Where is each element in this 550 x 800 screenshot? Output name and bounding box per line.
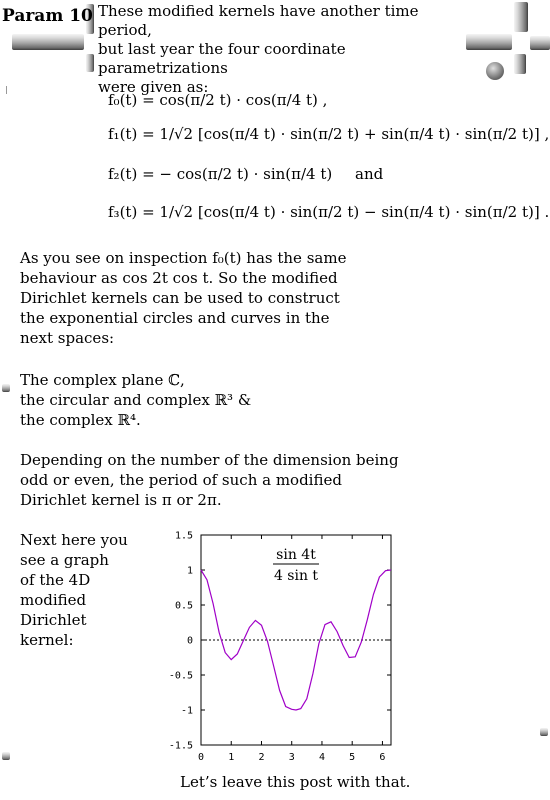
- decor-knob: [486, 62, 504, 80]
- decor-bar-below-title: [86, 54, 94, 72]
- chart-x-tick-label: 0: [197, 752, 205, 763]
- decor-bar-far-right: [530, 36, 550, 50]
- equation-f2-lhs: f₂(t) =: [108, 165, 160, 183]
- chart-legend-numerator: sin 4t: [276, 547, 316, 563]
- chart-x-tick-label: 6: [379, 752, 386, 763]
- chart-x-tick-label: 2: [258, 752, 265, 763]
- equation-f1-rhs: 1/√2 [cos(π/4 t) · sin(π/2 t) + sin(π/4 t) · sin(π/2 t)] ,: [159, 125, 550, 143]
- kernel-chart: [160, 526, 410, 766]
- chart-y-tick-label: 1.5: [174, 530, 193, 542]
- decor-bar-right-top: [514, 2, 528, 32]
- chart-y-tick-label: -1.5: [168, 740, 193, 752]
- decor-bar-right-bottom: [514, 54, 526, 74]
- paragraph-period: Depending on the number of the dimension being odd or even, the period of such a modified Dirichlet kernel is π or 2π.: [20, 451, 399, 509]
- equation-f0-rhs: cos(π/2 t) · cos(π/4 t) ,: [159, 91, 328, 109]
- chart-y-tick-label: -1: [180, 705, 193, 717]
- equation-f3: [108, 202, 549, 222]
- page-title: Param 10: [2, 6, 93, 26]
- closing-text: Let’s leave this post with that.: [180, 773, 411, 791]
- equation-f2: [108, 164, 383, 184]
- decor-mark: [6, 86, 10, 94]
- decor-small-button-3: [2, 752, 10, 760]
- chart-x-tick-label: 5: [349, 752, 356, 763]
- paragraph-graph-intro: Next here you see a graph of the 4D modified Dirichlet kernel:: [20, 531, 128, 649]
- decor-small-button-2: [540, 728, 548, 736]
- chart-y-tick-label: -0.5: [168, 670, 193, 682]
- decor-bar-left: [12, 34, 84, 50]
- equation-f0-lhs: f₀(t) =: [108, 91, 160, 109]
- equation-f2-rhs: − cos(π/2 t) · sin(π/4 t): [159, 165, 333, 183]
- equation-f1: [108, 124, 549, 144]
- equation-f2-conjunction: and: [355, 165, 384, 183]
- paragraph-spaces: The complex plane ℂ, the circular and complex ℝ³ & the complex ℝ⁴.: [20, 371, 252, 429]
- decor-small-button-1: [2, 384, 10, 392]
- paragraph-inspection: As you see on inspection f₀(t) has the same behaviour as cos 2t cos t. So the modified Dirichlet kernels can be used to construct the exponential circles and curves in the next spaces:: [20, 249, 347, 347]
- chart-y-tick-label: 0: [186, 635, 193, 647]
- chart-y-tick-label: 0.5: [174, 600, 193, 612]
- equation-f3-lhs: f₃(t) =: [108, 203, 160, 221]
- equation-f0: [108, 90, 327, 110]
- chart-legend-denominator: 4 sin t: [273, 568, 319, 584]
- chart-x-tick-label: 4: [318, 752, 325, 763]
- chart-x-tick-label: 3: [288, 752, 295, 763]
- equation-f1-lhs: f₁(t) =: [108, 125, 160, 143]
- chart-legend: [273, 547, 319, 584]
- decor-bar-right: [466, 34, 512, 50]
- equation-f3-rhs: 1/√2 [cos(π/4 t) · sin(π/2 t) − sin(π/4 t) · sin(π/2 t)] .: [159, 203, 550, 221]
- intro-text: These modified kernels have another time period, but last year the four coordinate parametrizations were given as:: [98, 2, 419, 96]
- chart-y-tick-label: 1: [186, 565, 193, 577]
- chart-x-tick-label: 1: [228, 752, 235, 763]
